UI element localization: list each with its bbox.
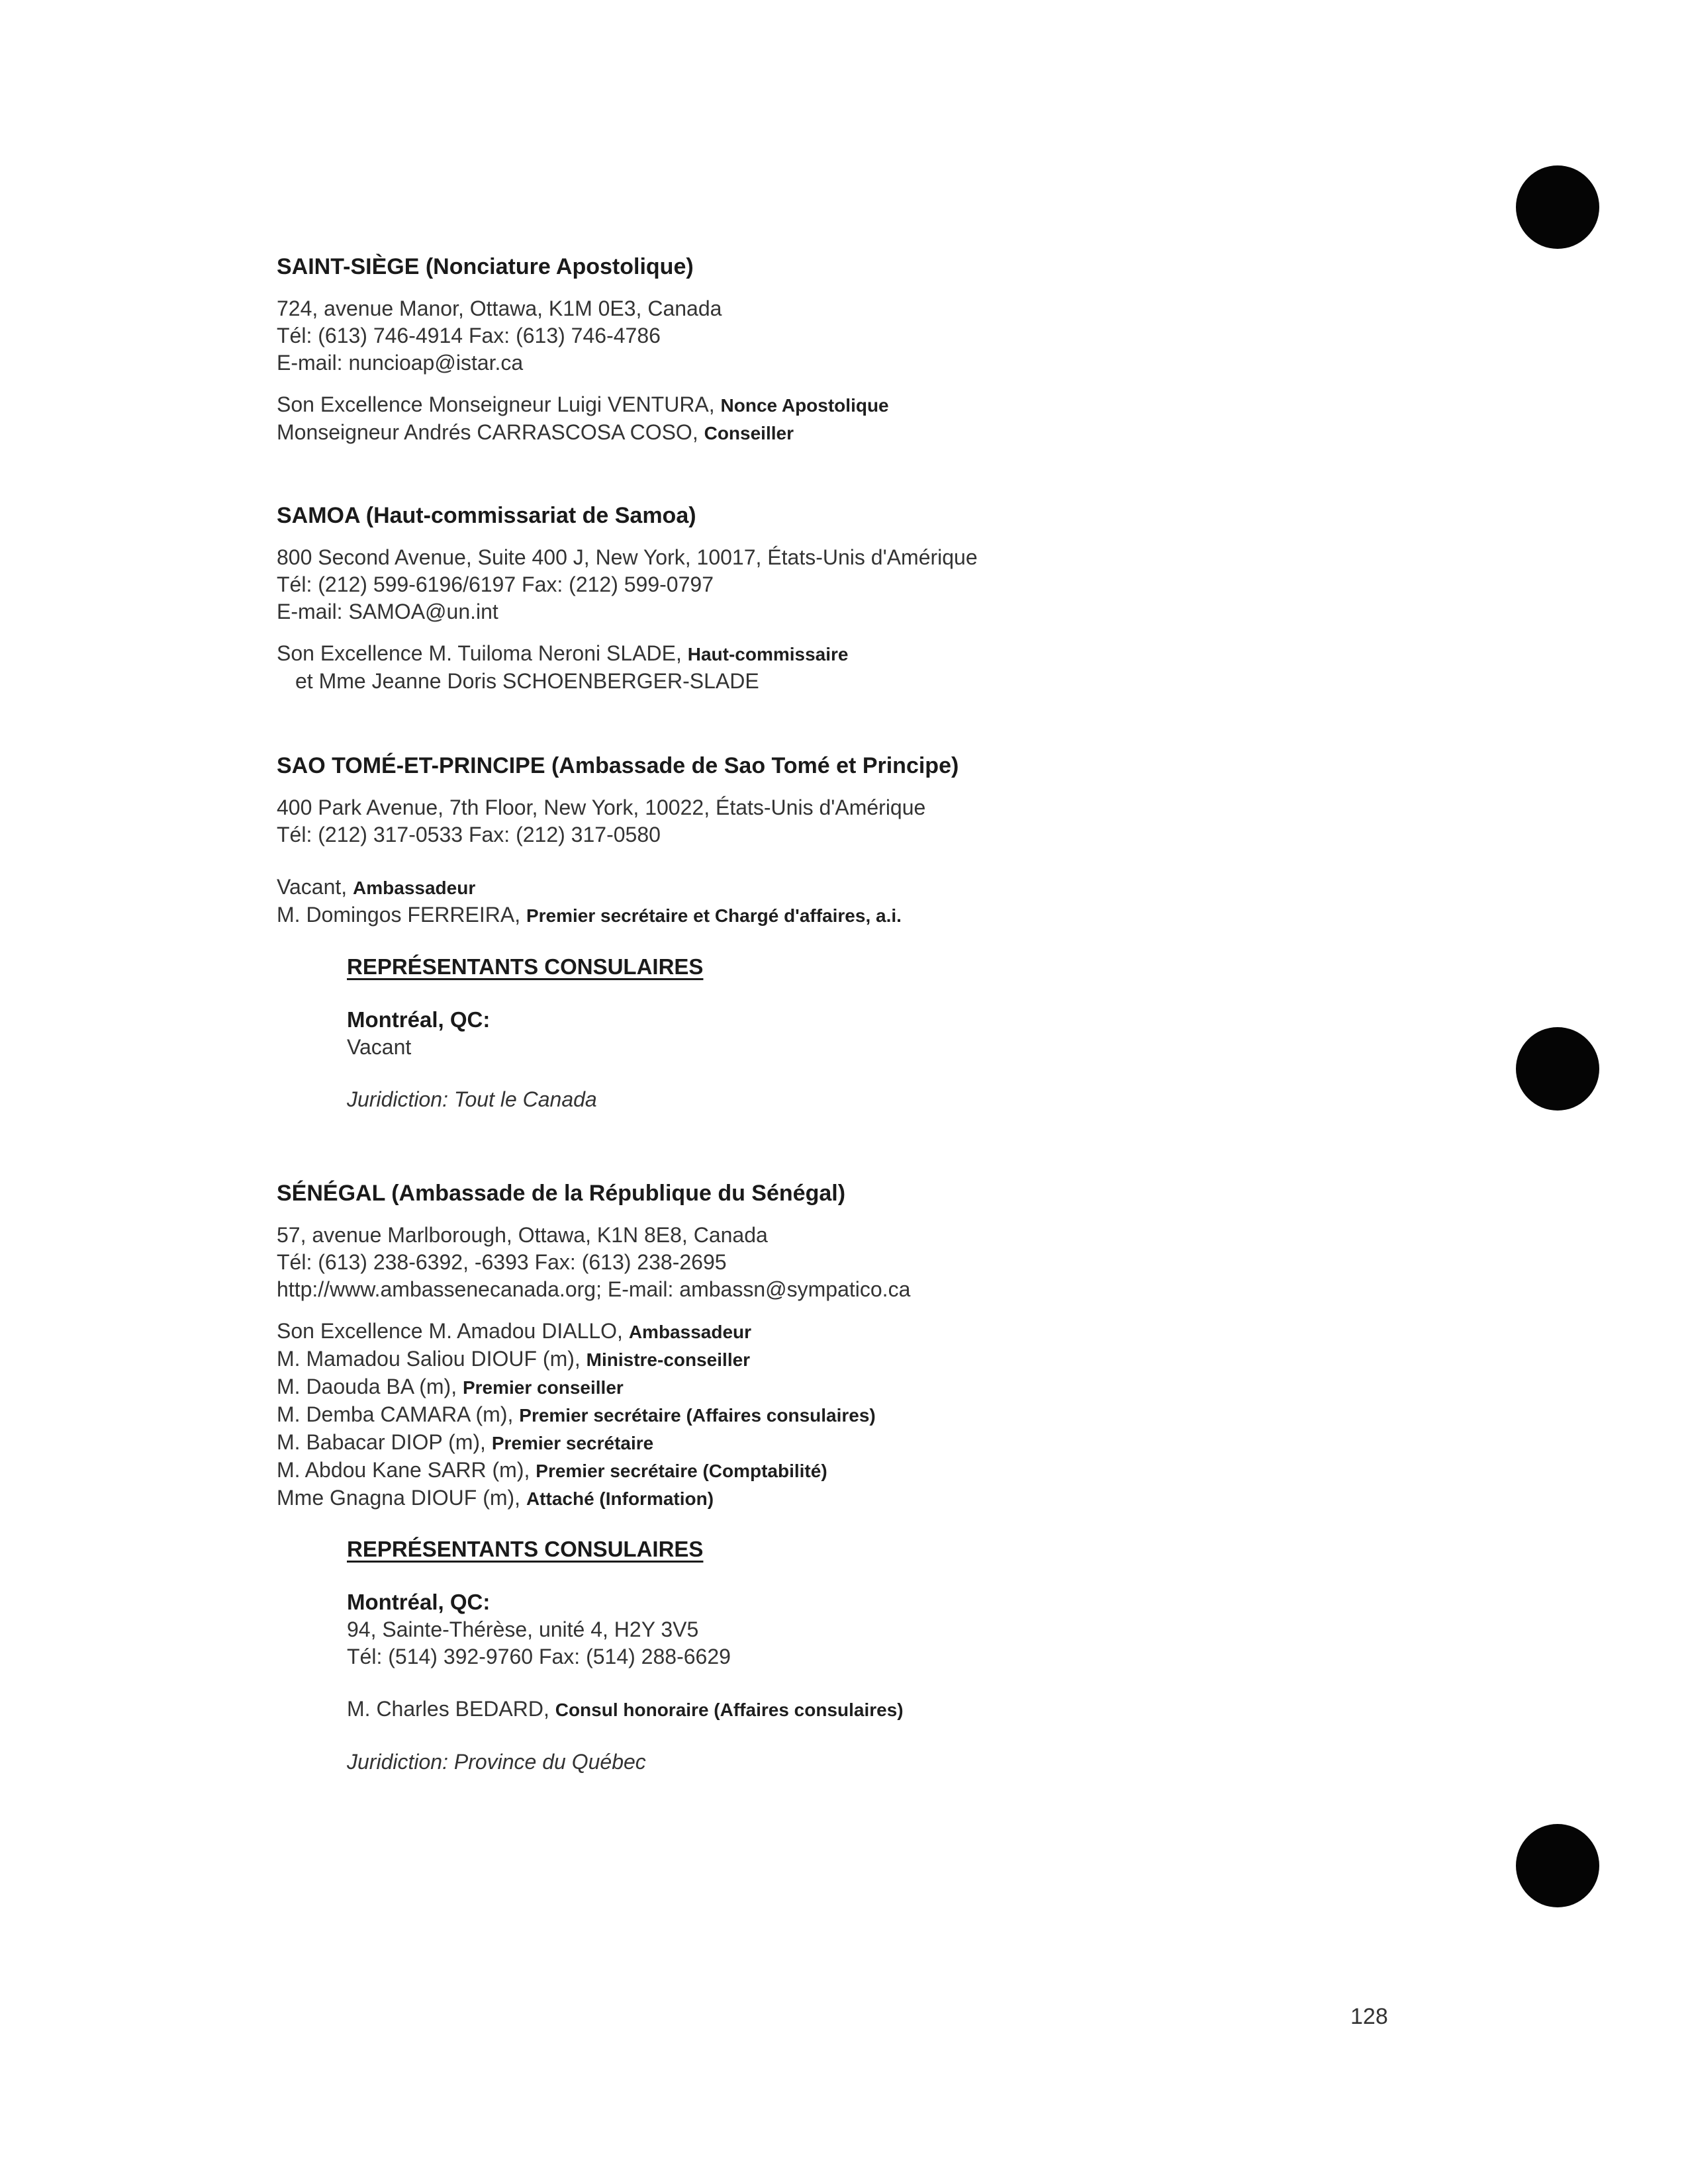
entry-samoa <box>277 502 1534 695</box>
staff-role: Premier secrétaire <box>491 1433 654 1453</box>
staff-role: Nonce Apostolique <box>720 395 889 416</box>
staff-name: Monseigneur Andrés CARRASCOSA COSO, <box>277 420 704 444</box>
staff-line <box>277 640 1534 668</box>
staff-name: Son Excellence Monseigneur Luigi VENTURA, <box>277 392 721 416</box>
consul-name: M. Charles BEDARD, <box>347 1697 555 1721</box>
consular-city: Montréal, QC: <box>347 1007 491 1032</box>
staff-role: Conseiller <box>704 423 794 443</box>
phone-fax: Tél: (613) 238-6392, -6393 Fax: (613) 238-2695 <box>277 1250 727 1274</box>
staff-name: Vacant, <box>277 875 353 899</box>
staff-line <box>277 1373 1534 1401</box>
staff-line <box>277 1345 1534 1373</box>
binder-hole-top <box>1516 165 1599 249</box>
staff-line <box>277 419 1534 447</box>
spouse-line: et Mme Jeanne Doris SCHOENBERGER-SLADE <box>295 669 759 693</box>
staff-line <box>277 1484 1534 1512</box>
entry-heading <box>277 502 1534 529</box>
staff-line <box>277 1429 1534 1457</box>
staff-name: Mme Gnagna DIOUF (m), <box>277 1486 526 1510</box>
consular-phone-fax: Tél: (514) 392-9760 Fax: (514) 288-6629 <box>347 1645 731 1668</box>
consular-title: REPRÉSENTANTS CONSULAIRES <box>347 954 704 979</box>
consular-title: REPRÉSENTANTS CONSULAIRES <box>347 1537 704 1561</box>
staff-role: Ministre-conseiller <box>586 1349 751 1370</box>
consular-city: Montréal, QC: <box>347 1590 491 1614</box>
jurisdiction-label: Juridiction: <box>347 1750 454 1774</box>
country-name: SAMOA <box>277 503 360 528</box>
staff-role: Premier secrétaire et Chargé d'affaires, a.i. <box>526 905 902 926</box>
country-name: SAINT-SIÈGE <box>277 254 420 279</box>
staff-line <box>277 901 1534 929</box>
country-name: SÉNÉGAL <box>277 1181 385 1206</box>
jurisdiction-value: Tout le Canada <box>453 1087 597 1111</box>
jurisdiction <box>347 1086 1472 1113</box>
address: 724, avenue Manor, Ottawa, K1M 0E3, Canada <box>277 296 722 320</box>
staff-line <box>277 1457 1534 1484</box>
web-email: http://www.ambassenecanada.org; E-mail: ambassn@sympatico.ca <box>277 1277 911 1301</box>
staff-name: M. Babacar DIOP (m), <box>277 1430 492 1454</box>
entry-heading <box>277 1179 1534 1207</box>
phone-fax: Tél: (613) 746-4914 Fax: (613) 746-4786 <box>277 324 661 347</box>
address: 800 Second Avenue, Suite 400 J, New York, 10017, États-Unis d'Amérique <box>277 545 978 569</box>
entry-heading <box>277 752 1534 780</box>
mission-name: (Ambassade de la République du Sénégal) <box>391 1181 846 1206</box>
consular-address: 94, Sainte-Thérèse, unité 4, H2Y 3V5 <box>347 1617 699 1641</box>
address: 400 Park Avenue, 7th Floor, New York, 10022, États-Unis d'Amérique <box>277 796 926 819</box>
consular-detail: Vacant <box>347 1035 412 1059</box>
staff-role: Premier secrétaire (Comptabilité) <box>536 1461 827 1481</box>
consul-line <box>347 1696 1472 1723</box>
entry-senegal <box>277 1179 1534 1512</box>
staff-line <box>277 1318 1534 1345</box>
address: 57, avenue Marlborough, Ottawa, K1N 8E8, Canada <box>277 1223 768 1247</box>
mission-name: (Ambassade de Sao Tomé et Principe) <box>551 753 959 778</box>
entry-sao-tome <box>277 752 1534 929</box>
staff-name: M. Daouda BA (m), <box>277 1375 463 1398</box>
staff-role: Haut-commissaire <box>687 644 849 664</box>
jurisdiction-label: Juridiction: <box>347 1087 454 1111</box>
binder-hole-bottom <box>1516 1824 1599 1907</box>
page-number: 128 <box>1350 2004 1388 2029</box>
country-name: SAO TOMÉ-ET-PRINCIPE <box>277 753 545 778</box>
jurisdiction-value: Province du Québec <box>453 1750 646 1774</box>
staff-role: Ambassadeur <box>353 878 476 898</box>
email: E-mail: SAMOA@un.int <box>277 600 498 623</box>
binder-hole-middle <box>1516 1027 1599 1111</box>
email: E-mail: nuncioap@istar.ca <box>277 351 524 375</box>
mission-name: (Nonciature Apostolique) <box>425 254 694 279</box>
staff-name: Son Excellence M. Amadou DIALLO, <box>277 1319 629 1343</box>
mission-name: (Haut-commissariat de Samoa) <box>365 503 696 528</box>
jurisdiction <box>347 1749 1472 1776</box>
staff-line <box>277 391 1534 419</box>
staff-name: M. Domingos FERREIRA, <box>277 903 526 927</box>
staff-line <box>277 874 1534 901</box>
phone-fax: Tél: (212) 599-6196/6197 Fax: (212) 599-0797 <box>277 572 714 596</box>
consul-role: Consul honoraire (Affaires consulaires) <box>555 1700 904 1720</box>
consular-sao-tome <box>347 953 1472 1113</box>
staff-role: Premier conseiller <box>462 1377 624 1398</box>
staff-name: Son Excellence M. Tuiloma Neroni SLADE, <box>277 641 688 665</box>
entry-heading <box>277 253 1534 281</box>
staff-role: Premier secrétaire (Affaires consulaires) <box>519 1405 876 1426</box>
staff-role: Ambassadeur <box>628 1322 752 1342</box>
staff-name: M. Abdou Kane SARR (m), <box>277 1458 536 1482</box>
consular-senegal <box>347 1535 1472 1776</box>
staff-role: Attaché (Information) <box>526 1488 714 1509</box>
phone-fax: Tél: (212) 317-0533 Fax: (212) 317-0580 <box>277 823 661 846</box>
staff-name: M. Demba CAMARA (m), <box>277 1402 520 1426</box>
entry-saint-siege <box>277 253 1534 447</box>
staff-name: M. Mamadou Saliou DIOUF (m), <box>277 1347 586 1371</box>
staff-line <box>277 1401 1534 1429</box>
